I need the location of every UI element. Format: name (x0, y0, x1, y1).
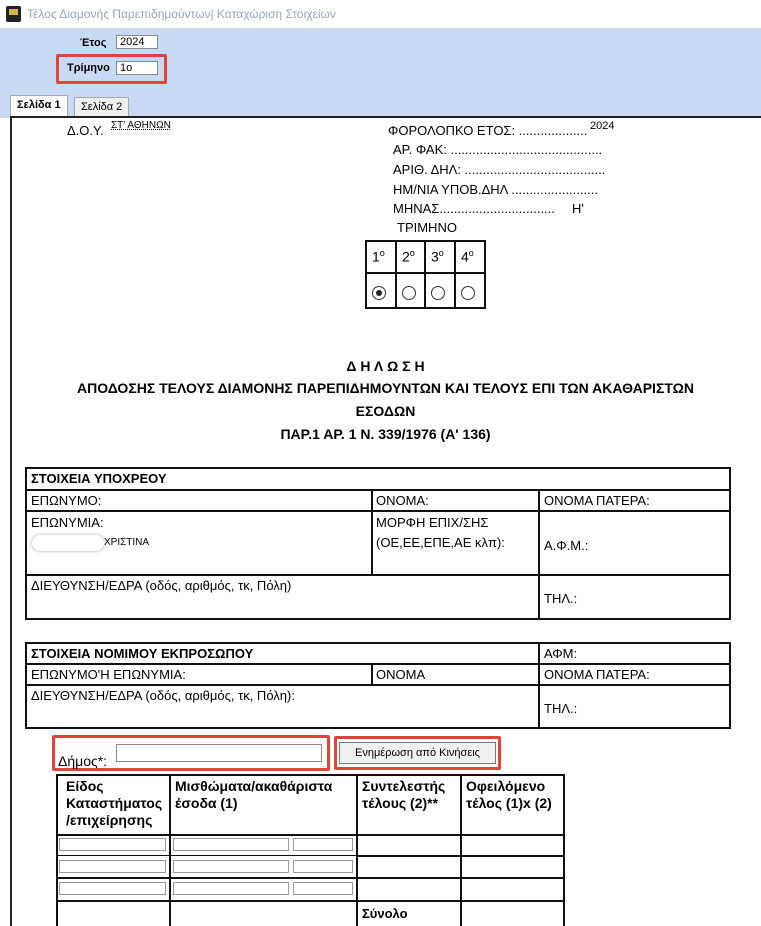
obligor-phone-label: ΤΗΛ.: (544, 591, 578, 606)
law-reference: ΠΑΡ.1 ΑΡ. 1 Ν. 339/1976 (Α' 136) (280, 426, 491, 442)
quarter-3-radio[interactable] (431, 286, 445, 300)
decl-no-label: ΑΡΙΘ. ΔΗΛ: ....................................... (393, 162, 606, 177)
obligor-afm-label: Α.Φ.Μ.: (544, 538, 589, 553)
col-rate-header: Συντελεστής τέλους (2)** (362, 778, 446, 811)
app-icon (6, 6, 21, 22)
year-input[interactable] (116, 35, 158, 49)
quarter-4-radio[interactable] (461, 286, 475, 300)
declaration-subtitle: ΑΠΟΔΟΣΗΣ ΤΕΛΟΥΣ ΔΙΑΜΟΝΗΣ ΠΑΡΕΠΙΔΗΜΟΥΝΤΩΝ ΚΑΙ ΤΕΛΟΥΣ ΕΠΙ ΤΩΝ ΑΚΑΘΑΡΙΣΤΩΝ (77, 380, 694, 396)
quarter-heading: ΤΡΙΜΗΝΟ (397, 220, 457, 235)
declaration-subtitle-2: ΕΣΟΔΩΝ (355, 403, 416, 419)
table-total-label: Σύνολο (362, 906, 408, 921)
col-fee-due-header: Οφειλόμενο τέλος (1)x (2) (466, 778, 552, 811)
submit-date-label: ΗΜ/ΝΙΑ ΥΠΟΒ.ΔΗΛ ........................ (393, 182, 598, 197)
quarter-4-label: $4^o$ (461, 248, 474, 265)
year-label: Έτος (80, 37, 107, 49)
store-type-input-2[interactable] (59, 860, 166, 873)
update-from-transactions-button[interactable]: Ενημέρωση από Κινήσεις (339, 742, 496, 764)
store-type-input-3[interactable] (59, 882, 166, 895)
representative-address-label: ΔΙΕΥΘΥΝΣΗ/ΕΔΡΑ (οδός, αριθμός, τκ, Πόλη): (31, 688, 295, 703)
quarter-1-label: $1^o$ (372, 248, 385, 265)
doy-value: ΣΤ' ΑΘΗΝΩΝ (111, 120, 171, 131)
representative-phone-label: ΤΗΛ.: (544, 701, 578, 716)
revenue-extra-input-2[interactable] (293, 860, 353, 873)
obligor-company-value: ΧΡΙΣΤΙΝΑ (104, 537, 150, 548)
doy-label: Δ.Ο.Υ. (67, 123, 104, 138)
obligor-company-label: ΕΠΩΝΥΜΙΑ: (31, 515, 104, 530)
file-no-label: ΑΡ. ΦΑΚ: .......................................... (393, 142, 603, 157)
col-store-type-header: Είδος Καταστήματος /επιχείρησης (66, 778, 163, 828)
obligor-legal-form-label: ΜΟΡΦΗ ΕΠΙΧ/ΣΗΣ (376, 515, 489, 530)
obligor-address-label: ΔΙΕΥΘΥΝΣΗ/ΕΔΡΑ (οδός, αριθμός, τκ, Πόλη) (31, 578, 292, 593)
month-label: ΜΗΝΑΣ................................ (393, 201, 555, 216)
municipality-input[interactable] (116, 744, 322, 762)
or-label: Η' (572, 201, 584, 216)
obligor-father-label: ΟΝΟΜΑ ΠΑΤΕΡΑ: (544, 493, 650, 508)
revenue-extra-input-3[interactable] (293, 882, 353, 895)
revenue-input-3[interactable] (173, 882, 289, 895)
tab-page-2[interactable]: Σελίδα 2 (74, 97, 129, 116)
quarter-2-label: $2^o$ (402, 248, 415, 265)
tax-year-label: ΦΟΡΟΛΟΠΚΟ ΕΤΟΣ: ................... (388, 123, 588, 138)
col-revenue-header: Μισθώματα/ακαθάριστα έσοδα (1) (175, 778, 333, 811)
window-titlebar (0, 0, 761, 28)
redacted-area (32, 535, 104, 551)
store-type-input-1[interactable] (59, 838, 166, 851)
obligor-surname-label: ΕΠΩΝΥΜΟ: (31, 493, 102, 508)
quarter-1-radio[interactable] (372, 286, 386, 300)
revenue-extra-input-1[interactable] (293, 838, 353, 851)
representative-afm-label: ΑΦΜ: (544, 646, 578, 661)
revenue-input-2[interactable] (173, 860, 289, 873)
obligor-header: ΣΤΟΙΧΕΙΑ ΥΠΟΧΡΕΟΥ (31, 471, 167, 486)
quarter-input[interactable] (116, 61, 158, 75)
representative-name-label: ΟΝΟΜΑ (376, 667, 426, 682)
window-title: Τέλος Διαμονής Παρεπιδημούντων| Καταχώριση Στοιχείων (27, 7, 336, 21)
obligor-legal-form-hint: (ΟΕ,ΕΕ,ΕΠΕ,ΑΕ κλπ): (376, 535, 505, 550)
representative-surname-label: ΕΠΩΝΥΜΟ'Η ΕΠΩΝΥΜΙΑ: (31, 667, 186, 682)
revenue-input-1[interactable] (173, 838, 289, 851)
quarter-label: Τρίμηνο (67, 62, 110, 74)
tax-year-value: 2024 (590, 120, 615, 132)
representative-father-label: ΟΝΟΜΑ ΠΑΤΕΡΑ: (544, 667, 650, 682)
quarter-3-label: $3^o$ (431, 248, 444, 265)
obligor-name-label: ΟΝΟΜΑ: (376, 493, 429, 508)
declaration-title: Δ Η Λ Ω Σ Η (346, 358, 425, 374)
tab-page-1[interactable]: Σελίδα 1 (10, 95, 68, 117)
municipality-label: Δήμος*: (58, 753, 108, 769)
representative-header: ΣΤΟΙΧΕΙΑ ΝΟΜΙΜΟΥ ΕΚΠΡΟΣΩΠΟΥ (31, 646, 254, 661)
quarter-2-radio[interactable] (402, 286, 416, 300)
